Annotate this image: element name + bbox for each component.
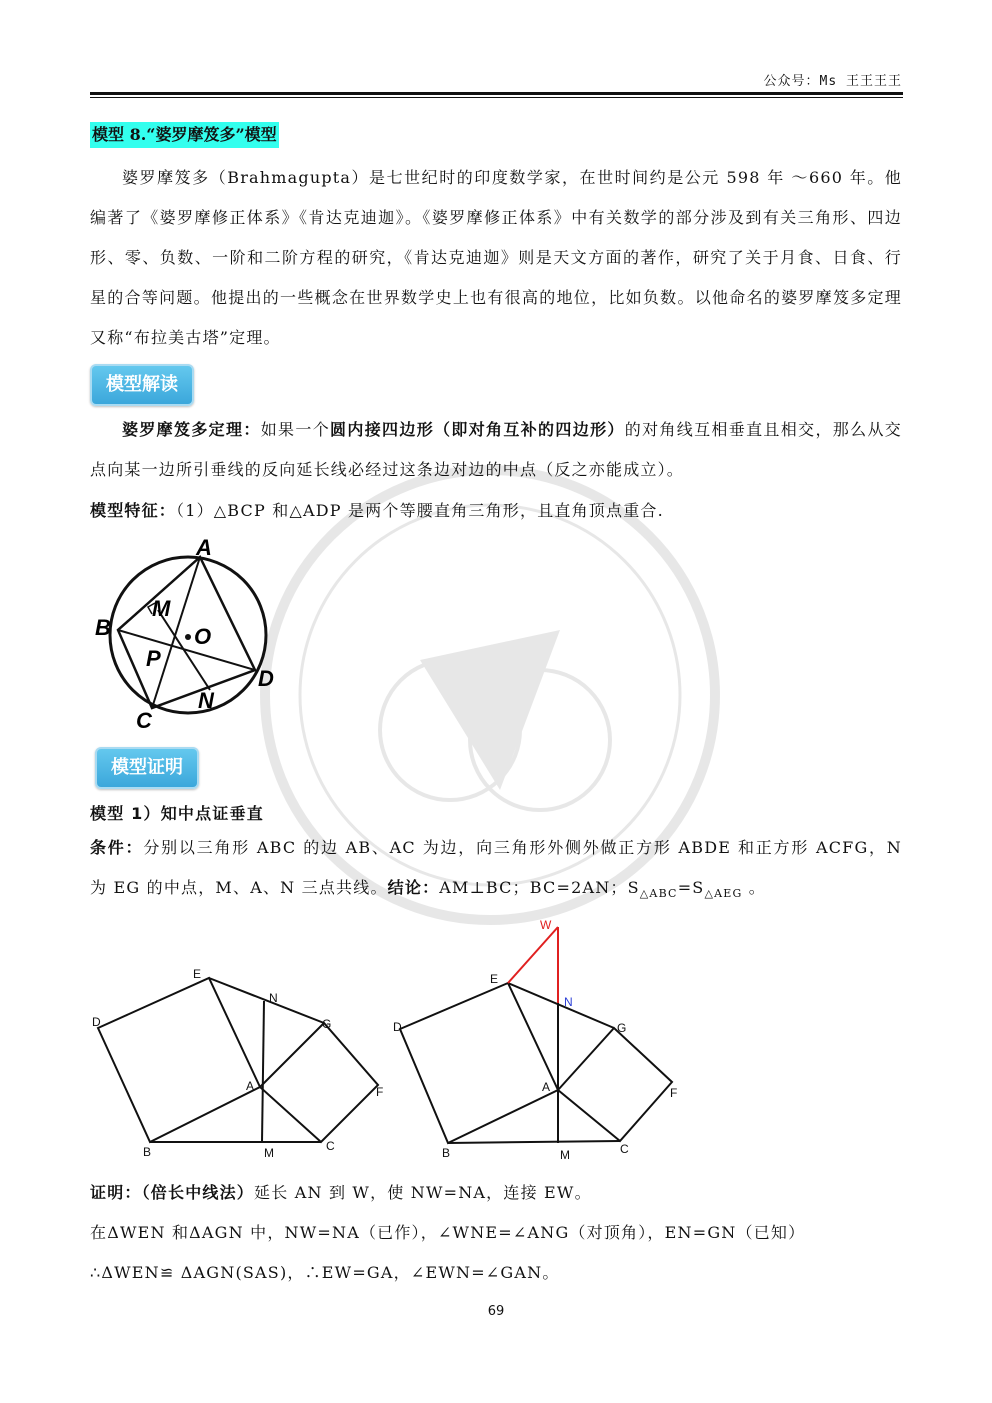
fig2-label-B: B (143, 1145, 152, 1159)
fig1-label-N: N (198, 688, 214, 713)
feature-label: 模型特征： (90, 501, 177, 520)
fig3-label-N: N (564, 995, 573, 1009)
fig3-label-F: F (670, 1086, 678, 1100)
fig3-label-A: A (542, 1080, 551, 1094)
fig2-label-M: M (264, 1146, 274, 1160)
proof-line-1: 延长 AN 到 W，使 NW=NA，连接 EW。 (254, 1183, 592, 1202)
page-header: 公众号：Ms 王王王王 (763, 74, 902, 89)
theorem-label: 婆罗摩笈多定理： (122, 420, 261, 439)
fig2-label-F: F (376, 1085, 384, 1099)
proof-method: （倍长中线法） (141, 1183, 255, 1202)
concl-label: 结论： (387, 878, 440, 897)
fig3-label-B: B (442, 1146, 451, 1160)
concl-sub-aeg: △AEG (704, 887, 743, 901)
concl-eq: =S (677, 878, 705, 897)
fig3-label-G: G (617, 1021, 627, 1035)
fig2-label-D: D (92, 1015, 101, 1029)
header-rule-thin (90, 97, 903, 98)
fig3-label-E: E (490, 972, 499, 986)
section-title: 模型 8.“婆罗摩笈多”模型 (90, 122, 279, 148)
header-rule-thick (90, 92, 903, 95)
proof-line-2: 在ΔWEN 和ΔAGN 中，NW=NA（已作），∠WNE=∠ANG（对顶角），EN=GN（已知） (90, 1223, 806, 1242)
badge-model-proof: 模型证明 (95, 747, 199, 789)
proof-line-3: ∴ΔWEN≌ ΔAGN(SAS)，∴EW=GA，∠EWN=∠GAN。 (90, 1263, 560, 1282)
theorem-paragraph (90, 410, 902, 490)
fig3-label-M: M (560, 1148, 570, 1162)
fig1-label-D: D (258, 666, 274, 691)
concl-text: AM⊥BC；BC=2AN；S (439, 878, 640, 897)
figure-squares-left (88, 960, 398, 1165)
model1-title: 模型 1）知中点证垂直 (90, 804, 264, 823)
theorem-text-1: 如果一个 (260, 420, 331, 439)
fig1-label-B: B (95, 615, 111, 640)
proof-paragraph (90, 1173, 902, 1293)
figure-cyclic-quadrilateral (90, 530, 290, 740)
feature-line (90, 498, 902, 521)
cond-text: 分别以三角形 ABC 的边 AB、AC 为边，向三角形外侧外做正方形 ABDE 和正方形 ACFG，N 为 EG 的中点，M、A、N 三点共线。 (90, 838, 902, 897)
concl-end: 。 (742, 878, 766, 897)
fig2-label-A: A (246, 1079, 255, 1093)
page-number: 69 (487, 1304, 505, 1319)
badge-model-interpret: 模型解读 (90, 364, 194, 406)
fig3-label-C: C (620, 1142, 629, 1156)
theorem-text-3: 的对角线互相垂直且相交，那么从交点向某一边所引垂线的反向延长线必经过这条边对边的中点（反之亦能成立）。 (90, 420, 902, 479)
fig1-label-P: P (146, 646, 161, 671)
fig2-label-N: N (269, 991, 278, 1005)
intro-text: 婆罗摩笈多（Brahmagupta）是七世纪时的印度数学家，在世时间约是公元 598 年 ～660 年。他编著了《婆罗摩修正体系》《肯达克迪迦》。《婆罗摩修正体系》中有关数学的部分涉及到有关三角形、四边形、零、负数、一阶和二阶方程的研究，《肯达克迪迦》则是天文方面的著作，研究了关于月食、日食、行星的合等问题。他提出的一些概念在世界数学史上也有很高的地位，比如负数。以他命名的婆罗摩笈多定理又称“布拉美古塔”定理。 (90, 168, 902, 347)
feature-text: （1）△BCP 和△ADP 是两个等腰直角三角形，且直角顶点重合. (176, 501, 664, 520)
intro-paragraph (90, 158, 902, 358)
cond-label: 条件： (90, 838, 144, 857)
fig1-label-M: M (152, 596, 171, 621)
figure-squares-right (390, 915, 700, 1165)
fig3-label-W: W (540, 918, 552, 932)
fig2-label-C: C (326, 1139, 335, 1153)
proof-label: 证明： (90, 1183, 142, 1202)
theorem-bold: 圆内接四边形（即对角互补的四边形） (330, 420, 625, 439)
fig2-label-E: E (193, 967, 202, 981)
concl-sub-abc: △ABC (639, 887, 678, 901)
fig3-label-D: D (393, 1020, 402, 1034)
fig1-label-A: A (196, 535, 212, 560)
fig1-label-O: O (194, 624, 212, 649)
fig1-label-C: C (136, 708, 152, 733)
model1-paragraph (90, 828, 902, 914)
fig2-label-G: G (322, 1017, 332, 1031)
